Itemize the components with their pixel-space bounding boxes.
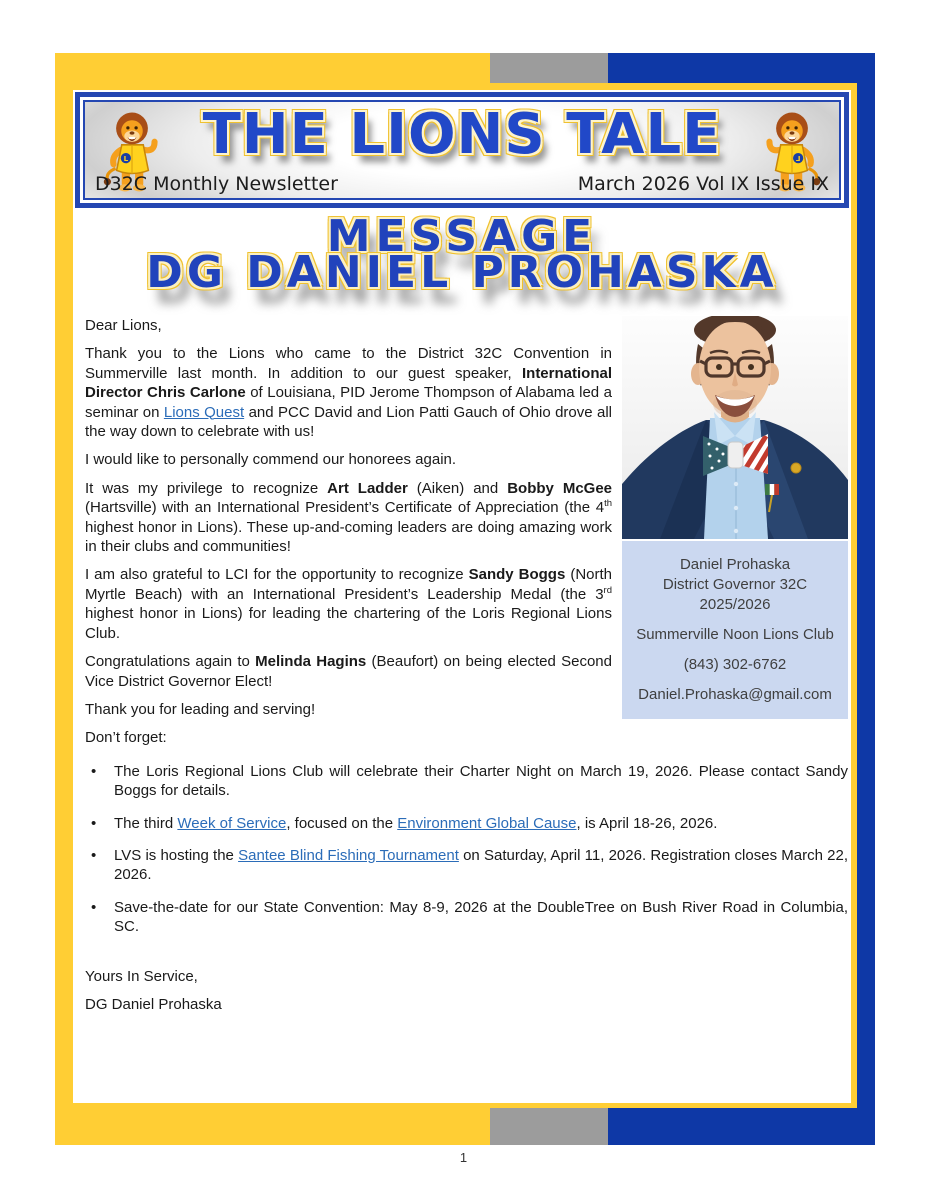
bullet-item bbox=[85, 814, 848, 833]
environment-global-cause-link[interactable]: Environment Global Cause bbox=[397, 814, 577, 832]
bold-text: Sandy Boggs bbox=[468, 566, 566, 584]
body-text: (North Myrtle Beach) with an International President’s Leadership Medal (the 3 bbox=[85, 566, 612, 603]
headline-line-2: DG DANIEL PROHASKA bbox=[146, 247, 778, 298]
bullet-item bbox=[85, 846, 848, 885]
bottom-band bbox=[55, 1103, 857, 1145]
body-text: on Saturday, April 11, 2026. Registration closes March 22, 2026. bbox=[114, 846, 848, 884]
top-band-gray-segment bbox=[490, 53, 608, 83]
body-text: Don’t forget: bbox=[85, 729, 167, 747]
svg-text:L: L bbox=[795, 154, 801, 164]
bullet-marker: • bbox=[91, 762, 97, 780]
bullet-list bbox=[85, 762, 848, 937]
bullet-marker: • bbox=[91, 814, 97, 832]
page-content bbox=[73, 90, 851, 1103]
article-headline bbox=[73, 211, 851, 298]
masthead bbox=[75, 92, 849, 208]
governor-phone: (843) 302-6762 bbox=[683, 656, 787, 673]
body-text: I am also grateful to LCI for the opportunity to recognize bbox=[85, 566, 469, 584]
governor-email: Daniel.Prohaska@gmail.com bbox=[638, 686, 832, 703]
article-closing bbox=[85, 967, 848, 1015]
bullet-text bbox=[114, 847, 848, 883]
bullet-text bbox=[114, 763, 848, 799]
body-text: The Loris Regional Lions Club will celebrate their Charter Night on March 19, 2026. Please contact Sandy Boggs for details. bbox=[114, 762, 848, 800]
bullet-marker: • bbox=[91, 898, 97, 916]
bullet-marker: • bbox=[91, 846, 97, 864]
week-of-service-link[interactable]: Week of Service bbox=[177, 814, 287, 832]
governor-portrait-photo bbox=[622, 316, 848, 539]
governor-club: Summerville Noon Lions Club bbox=[636, 626, 834, 643]
santee-blind-fishing-tournament-link[interactable]: Santee Blind Fishing Tournament bbox=[238, 846, 459, 864]
body-text: , is April 18-26, 2026. bbox=[576, 814, 718, 832]
lions-quest-link[interactable]: Lions Quest bbox=[163, 403, 245, 421]
body-text: and PCC David and Lion Patti Gauch of Ohio drove all the way down to celebrate with us! bbox=[85, 403, 613, 441]
body-text: (Beaufort) on being elected Second Vice District Governor Elect! bbox=[85, 653, 612, 690]
superscript-text: rd bbox=[603, 584, 612, 596]
masthead-inner bbox=[83, 100, 841, 200]
closing-line-1: Yours In Service, bbox=[85, 967, 198, 985]
body-text: Thank you to the Lions who came to the District 32C Convention in Summerville last month. In addition to our guest speaker, bbox=[85, 345, 612, 382]
bullet-item bbox=[85, 762, 848, 801]
governor-name: Daniel Prohaska bbox=[679, 556, 791, 573]
bullet-text bbox=[114, 815, 717, 832]
bold-text: International Director Chris Carlone bbox=[85, 364, 612, 402]
body-text: Save-the-date for our State Convention: May 8-9, 2026 at the DoubleTree on Bush River Road in Columbia, SC. bbox=[114, 898, 848, 936]
top-band bbox=[55, 53, 857, 90]
governor-years: 2025/2026 bbox=[699, 596, 771, 613]
body-text: of Louisiana, PID Jerome Thompson of Alabama led a seminar on bbox=[85, 384, 612, 421]
paragraph bbox=[85, 728, 848, 747]
closing-line-2: DG Daniel Prohaska bbox=[85, 995, 222, 1013]
governor-media-box bbox=[622, 316, 848, 719]
yellow-frame bbox=[55, 90, 857, 1103]
bold-text: Bobby McGee bbox=[507, 479, 613, 497]
body-text: LVS is hosting the bbox=[114, 846, 239, 864]
right-blue-bar bbox=[857, 53, 875, 1145]
body-text: highest honor in Lions) for leading the chartering of the Loris Regional Lions Club. bbox=[85, 605, 612, 642]
bold-text: Melinda Hagins bbox=[255, 653, 367, 671]
issue-date: March 2026 Vol IX Issue IX bbox=[577, 173, 829, 195]
newsletter-frame bbox=[55, 53, 875, 1145]
body-text: The third bbox=[114, 814, 178, 832]
newsletter-title: THE LIONS TALE bbox=[202, 102, 722, 167]
body-text: highest honor in Lions). These up-and-coming leaders are doing amazing work in their clubs and communities! bbox=[85, 518, 612, 556]
top-band-blue-segment bbox=[608, 53, 857, 83]
bold-text: Art Ladder bbox=[327, 479, 408, 497]
body-text: Dear Lions, bbox=[85, 317, 162, 334]
body-text: It was my privilege to recognize bbox=[85, 479, 328, 497]
bottom-band-blue-segment bbox=[608, 1108, 857, 1145]
body-text: (Hartsville) with an International President’s Certificate of Appreciation (the 4 bbox=[85, 499, 605, 517]
bottom-band-gray-segment bbox=[490, 1108, 608, 1145]
article-body bbox=[73, 316, 851, 1014]
body-text: Thank you for leading and serving! bbox=[85, 700, 316, 718]
body-text: , focused on the bbox=[286, 814, 398, 832]
headline-line-1: MESSAGE bbox=[326, 211, 598, 262]
newsletter-subtitle: D32C Monthly Newsletter bbox=[95, 173, 338, 195]
bullet-item bbox=[85, 898, 848, 937]
governor-title: District Governor 32C bbox=[662, 576, 808, 593]
superscript-text: th bbox=[604, 498, 612, 510]
body-text: I would like to personally commend our honorees again. bbox=[85, 451, 457, 469]
page-number: 1 bbox=[459, 1150, 468, 1165]
body-text: Congratulations again to bbox=[85, 653, 256, 671]
body-text: (Aiken) and bbox=[407, 479, 508, 497]
bullet-text bbox=[114, 899, 848, 935]
svg-text:L: L bbox=[123, 154, 129, 164]
governor-caption bbox=[622, 541, 848, 719]
